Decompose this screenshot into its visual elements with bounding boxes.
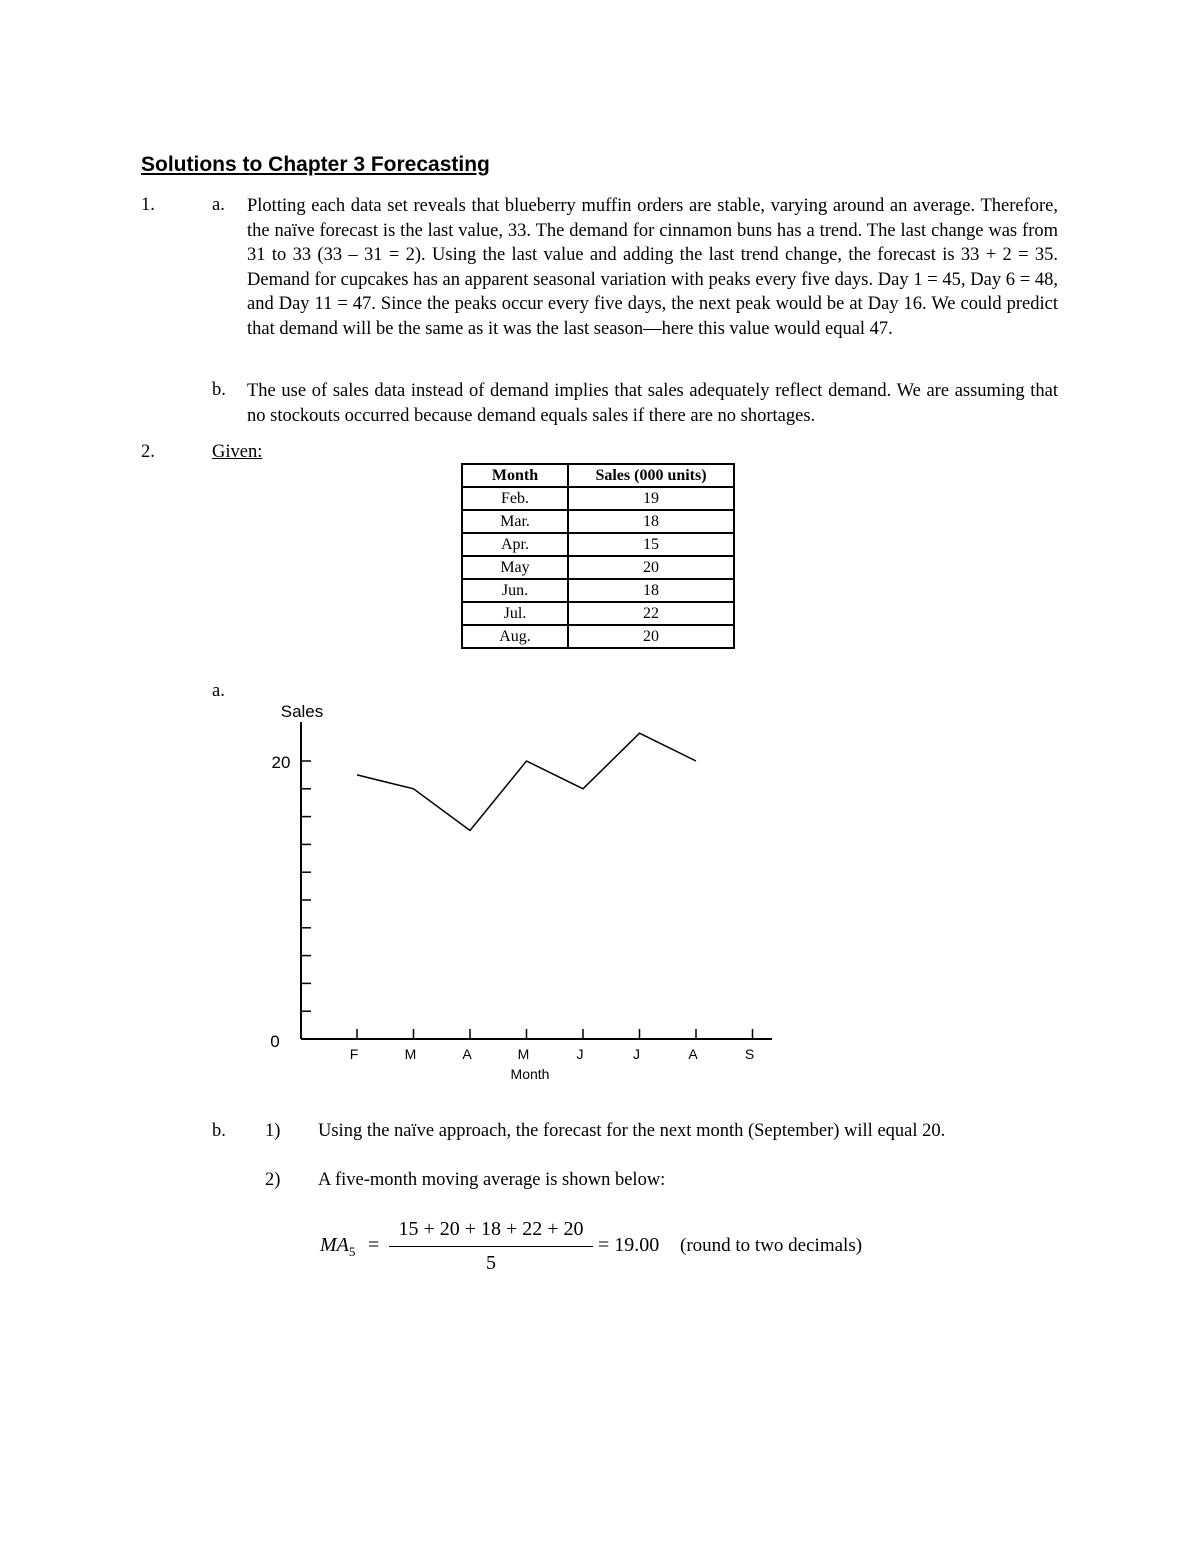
table-cell-sales: 18 (568, 579, 734, 602)
chart-x-tick-label: S (744, 1046, 755, 1062)
table-header-sales: Sales (000 units) (568, 464, 734, 487)
table-cell-sales: 22 (568, 602, 734, 625)
question-2b2-text: A five-month moving average is shown below: (318, 1170, 666, 1190)
chart-x-tick-label: A (688, 1046, 698, 1062)
page-title: Solutions to Chapter 3 Forecasting (141, 153, 490, 176)
table-cell-month: Mar. (462, 510, 568, 533)
given-label: Given: (212, 442, 263, 462)
table-cell-month: Jun. (462, 579, 568, 602)
table-cell-sales: 15 (568, 533, 734, 556)
formula-fraction-bar (389, 1246, 593, 1247)
formula-result: = 19.00 (598, 1234, 660, 1256)
chart-y-tick-label-min: 0 (270, 1032, 280, 1051)
table-cell-sales: 19 (568, 487, 734, 510)
table-cell-sales: 20 (568, 556, 734, 579)
question-2b1-label: 1) (265, 1121, 281, 1141)
table-cell-month: Apr. (462, 533, 568, 556)
table-header-month: Month (462, 464, 568, 487)
table-cell-month: May (462, 556, 568, 579)
table-cell-month: Aug. (462, 625, 568, 648)
table-cell-month: Feb. (462, 487, 568, 510)
question-1a-text: Plotting each data set reveals that blueberry muffin orders are stable, varying around an average. Therefore, the naïve forecast is the last value, 33. The demand for cinnamon buns has a trend. The last change was from 31 to 33 (33 – 31 = 2). Using the last value and adding the last trend change, the forecast is 33 + 2 = 35. Demand for cupcakes has an apparent seasonal variation with peaks every five days. Day 1 = 45, Day 6 = 48, and Day 11 = 47. Since the peaks occur every five days, the next peak would be at Day 16. We could predict that demand will be the same as it was the last season—here this value would equal 47. (247, 196, 1058, 339)
formula-numerator: 15 + 20 + 18 + 22 + 20 (398, 1218, 584, 1240)
question-2b1-text: Using the naïve approach, the forecast for the next month (September) will equal 20. (318, 1121, 946, 1141)
question-2b2-label: 2) (265, 1170, 281, 1190)
chart-x-tick-label: J (633, 1046, 640, 1062)
question-1a-label: a. (212, 195, 225, 215)
chart-x-tick-label: M (404, 1046, 417, 1062)
chart-x-tick-label: F (349, 1046, 359, 1062)
chart-x-tick-label: M (517, 1046, 530, 1062)
chart-x-axis-title: Month (510, 1066, 550, 1082)
table-cell-sales: 20 (568, 625, 734, 648)
formula-equals: = (368, 1234, 380, 1256)
formula-denominator: 5 (486, 1252, 496, 1274)
table-cell-sales: 18 (568, 510, 734, 533)
formula-lhs-main: MA (320, 1234, 349, 1256)
formula-lhs (320, 1234, 355, 1260)
question-2-number: 2. (141, 442, 155, 462)
formula-lhs-subscript: 5 (348, 1244, 356, 1259)
chart-x-tick-label: J (576, 1046, 584, 1062)
question-2b-label: b. (212, 1121, 226, 1141)
question-1b-label: b. (212, 380, 226, 400)
question-2a-label: a. (212, 681, 225, 701)
table-cell-month: Jul. (462, 602, 568, 625)
question-1b-text: The use of sales data instead of demand implies that sales adequately reflect demand. We are assuming that no stockouts occurred because demand equals sales if there are no shortages. (247, 381, 1058, 426)
chart-y-axis-title: Sales (280, 702, 324, 721)
formula-note: (round to two decimals) (680, 1235, 863, 1256)
chart-series-line (357, 733, 696, 830)
question-1-number: 1. (141, 195, 155, 215)
chart-x-tick-label: A (462, 1046, 472, 1062)
chart-y-tick-label-max: 20 (271, 753, 291, 772)
